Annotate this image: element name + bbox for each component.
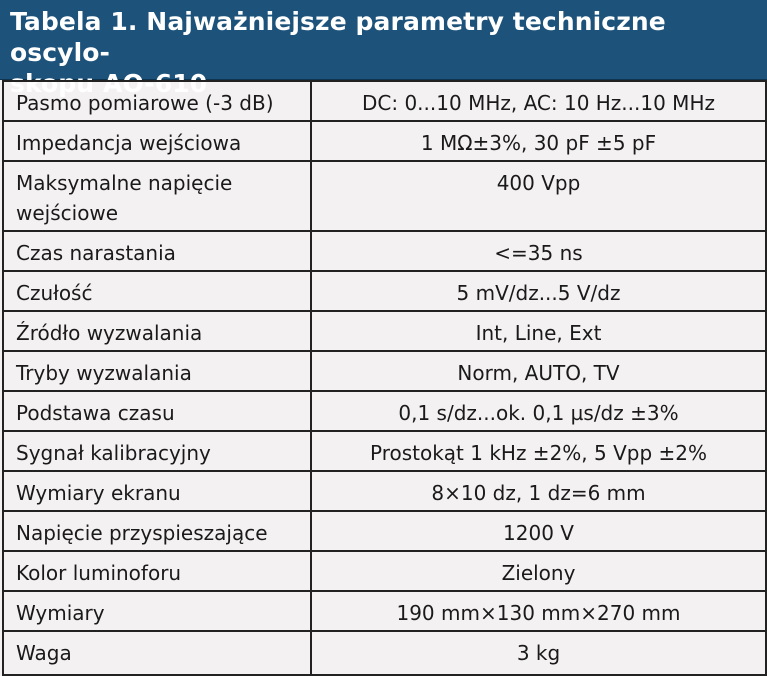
table-row [3,591,766,631]
table-row [3,351,766,391]
table-row [3,121,766,161]
param-name: Wymiary ekranu [3,471,311,511]
param-name: Źródło wyzwalania [3,311,311,351]
param-value: Prostokąt 1 kHz ±2%, 5 Vpp ±2% [311,431,766,471]
param-value: 190 mm×130 mm×270 mm [311,591,766,631]
table-title: Tabela 1. Najważniejsze parametry techniczne oscylo- skopu AO-610 [10,7,666,98]
param-value: Norm, AUTO, TV [311,351,766,391]
table-row [3,311,766,351]
param-name: Pasmo pomiarowe (-3 dB) [3,81,311,121]
param-name: Tryby wyzwalania [3,351,311,391]
table-row [3,511,766,551]
param-value: 3 kg [311,631,766,675]
param-value: DC: 0...10 MHz, AC: 10 Hz...10 MHz [311,81,766,121]
param-name: Napięcie przyspieszające [3,511,311,551]
table-row [3,81,766,121]
param-name: Czułość [3,271,311,311]
param-value: 8×10 dz, 1 dz=6 mm [311,471,766,511]
param-name: Wymiary [3,591,311,631]
table-row [3,551,766,591]
param-name: Czas narastania [3,231,311,271]
param-name: Waga [3,631,311,675]
param-value: Zielony [311,551,766,591]
table-row [3,431,766,471]
table-row [3,271,766,311]
table-row [3,471,766,511]
param-value: 1 MΩ±3%, 30 pF ±5 pF [311,121,766,161]
param-name: Kolor luminoforu [3,551,311,591]
param-value: <=35 ns [311,231,766,271]
table-caption [0,0,767,98]
param-value: Int, Line, Ext [311,311,766,351]
param-value: 400 Vpp [311,161,766,231]
param-name: Sygnał kalibracyjny [3,431,311,471]
param-value: 1200 V [311,511,766,551]
param-name: Maksymalne napięcie wejściowe [3,161,311,231]
param-name: Podstawa czasu [3,391,311,431]
table-row [3,631,766,675]
spec-table [2,80,767,676]
param-value: 0,1 s/dz...ok. 0,1 µs/dz ±3% [311,391,766,431]
table-row [3,391,766,431]
param-name: Impedancja wejściowa [3,121,311,161]
param-value: 5 mV/dz...5 V/dz [311,271,766,311]
table-row [3,161,766,231]
table-row [3,231,766,271]
